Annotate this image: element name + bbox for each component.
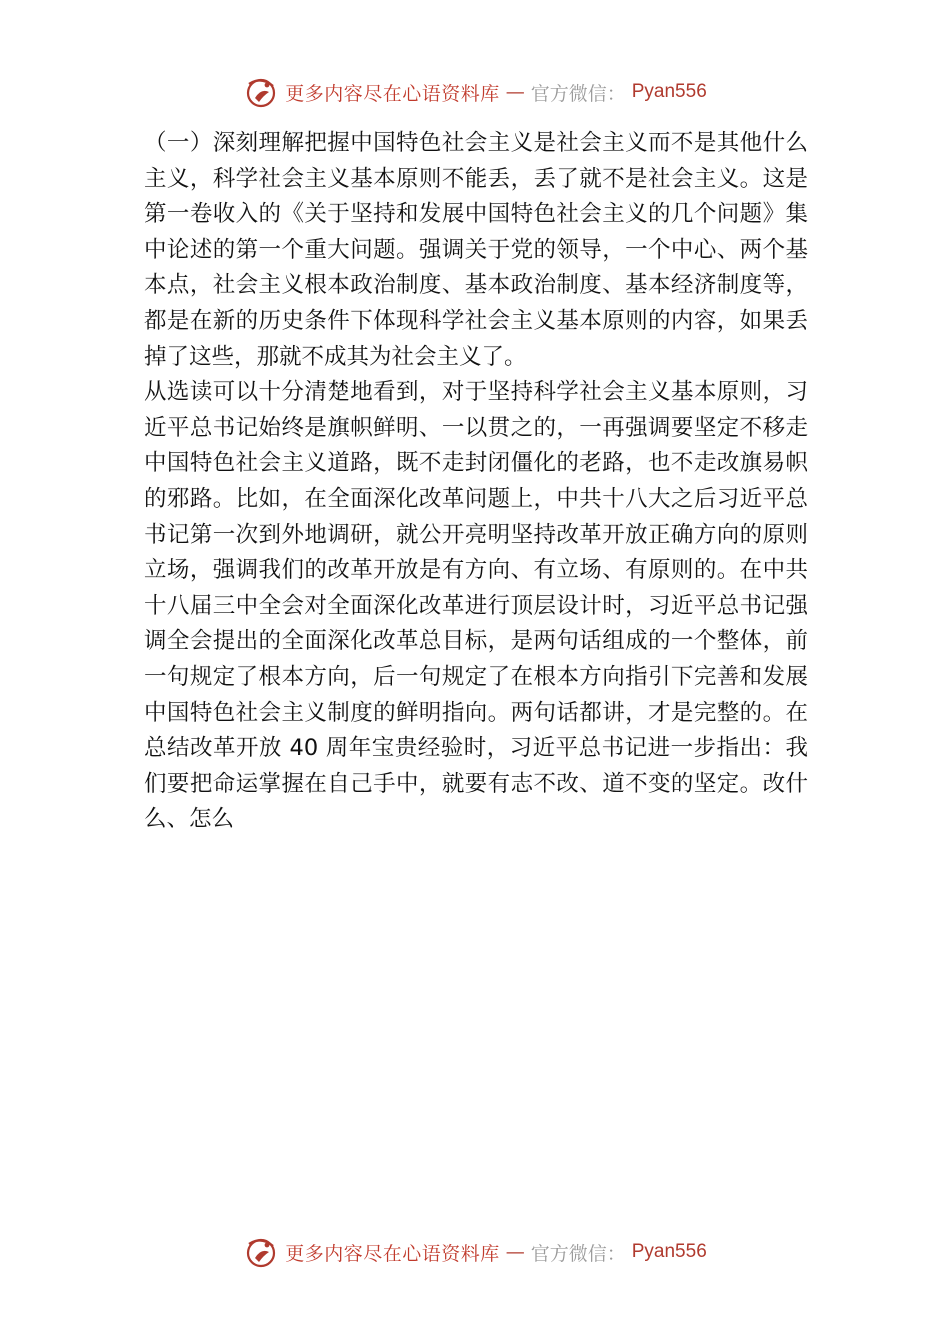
paragraph-2: 从选读可以十分清楚地看到，对于坚持科学社会主义基本原则，习近平总书记始终是旗帜鲜明、一以贯之的，一再强调要坚定不移走中国特色社会主义道路，既不走封闭僵化的老路，也不走改旗易帜的邪路。比如，在全面深化改革问题上，中共十八大之后习近平总书记第一次到外地调研，就公开亮明坚持改革开放正确方向的原则立场，强调我们的改革开放是有方向、有立场、有原则的。在中共十八届三中全会对全面深化改革进行顶层设计时，习近平总书记强调全会提出的全面深化改革总目标，是两句话组成的一个整体，前一句规定了根本方向，后一句规定了在根本方向指引下完善和发展中国特色社会主义制度的鲜明指向。两句话都讲，才是完整的。在总结改革开放 40 周年宝贵经验时，习近平总书记进一步指出：我们要把命运掌握在自己手中，就要有志不改、道不变的坚定。改什么、怎么: [144, 379, 808, 833]
header-banner: [0, 72, 950, 112]
banner-dash: —: [505, 1241, 525, 1263]
wechat-label: 官方微信：: [530, 1242, 626, 1265]
paragraph-1: （一）深刻理解把握中国特色社会主义是社会主义而不是其他什么主义，科学社会主义基本原则不能丢，丢了就不是社会主义。这是第一卷收入的《关于坚持和发展中国特色社会主义的几个问题》集中论述的第一个重大问题。强调关于党的领导，一个中心、两个基本点，社会主义根本政治制度、基本政治制度、基本经济制度等，都是在新的历史条件下体现科学社会主义基本原则的内容，如果丢掉了这些，那就不成其为社会主义了。: [144, 130, 808, 370]
footer-banner: [0, 1232, 950, 1272]
brand-text: 更多内容尽在心语资料库: [285, 1242, 500, 1265]
footer-banner-inner: [243, 1234, 707, 1270]
brand-text: 更多内容尽在心语资料库: [285, 82, 500, 105]
document-body: [144, 126, 808, 838]
banner-dash: —: [505, 81, 525, 103]
brand-logo-icon: [243, 1234, 279, 1270]
wechat-id: Pyan556: [631, 81, 707, 102]
wechat-id: Pyan556: [631, 1241, 707, 1262]
brand-logo-icon: [243, 74, 279, 110]
wechat-label: 官方微信：: [530, 82, 626, 105]
header-banner-inner: [243, 74, 707, 110]
